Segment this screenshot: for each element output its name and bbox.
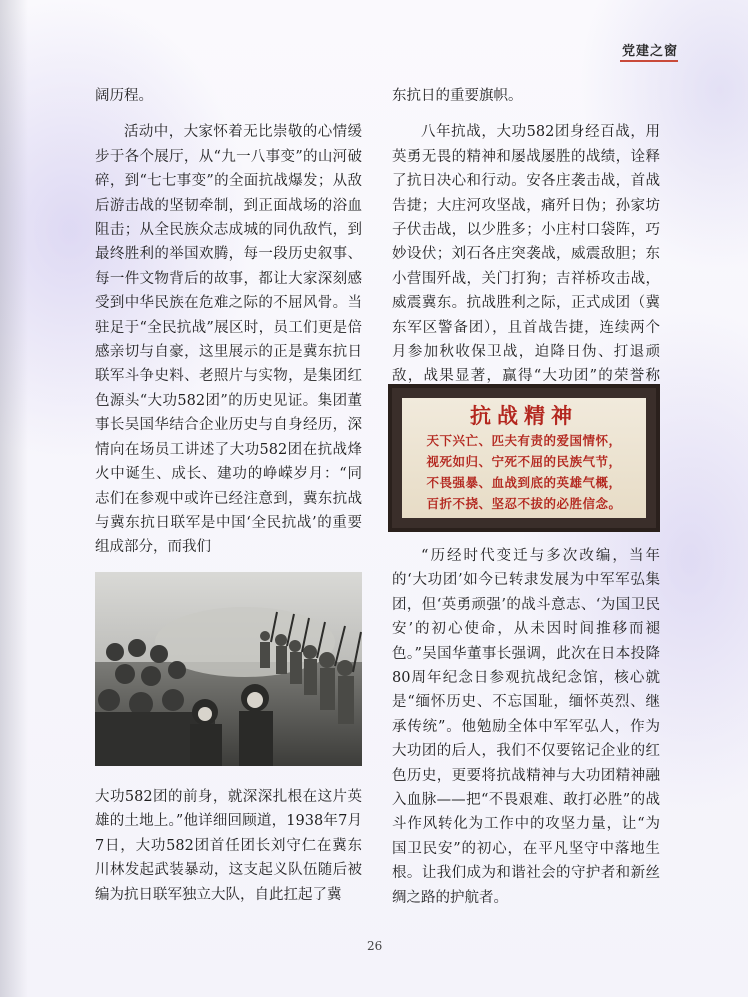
historical-soldiers-march-photo [95, 572, 362, 766]
photo-illustration [95, 572, 362, 766]
left-paragraph-3: 大功582团的前身，就深深扎根在这片英雄的土地上。”他详细回顾道，1938年7月7日，大功582团首任团长刘守仁在冀东川林发起武装暴动，这支起义队伍随后被编为抗日联军独立大队，自此扛起了冀 [95, 789, 362, 903]
exhibit-panel-line: 百折不挠、坚忍不拔的必胜信念。 [426, 496, 622, 511]
left-paragraph-2: 活动中，大家怀着无比崇敬的心情缓步于各个展厅，从“九一八事变”的山河破碎，到“七七事变”的全面抗战爆发；从敌后游击战的坚韧牵制，到正面战场的浴血阻击；从全民族众志成城的同仇敌忾，到最终胜利的举国欢腾，每一段历史叙事、每一件文物背后的故事，都让大家深刻感受到中华民族在危难之际的不屈风骨。当驻足于“全民抗战”展区时，员工们更是倍感亲切与自豪，这里展示的正是冀东抗日联军斗争史料、老照片与实物，是集团红色源头“大功582团”的历史见证。集团董事长吴国华结合企业历史与自身经历，深情向在场员工讲述了大功582团在抗战烽火中诞生、成长、建功的峥嵘岁月：“同志们在参观中或许已经注意到，冀东抗战与冀东抗日联军是中国‘全民抗战’的重要组成部分，而我们 [95, 124, 362, 556]
exhibit-panel-line: 不畏强暴、血战到底的英雄气概， [426, 475, 622, 490]
right-paragraph-2: 八年抗战，大功582团身经百战，用英勇无畏的精神和屡战屡胜的战绩，诠释了抗日决心和行动。安各庄袭击战，首战告捷；大庄河攻坚战，痛歼日伪；孙家坊子伏击战，以少胜多；小庄村口袋阵，巧妙设伏；刘石各庄突袭战，威震敌胆；东小营围歼战，关门打狗；吉祥桥攻击战，威震冀东。抗战胜利之际，正式成团（冀东军区警备团），且首战告捷，连续两个月参加秋收保卫战，迫降日伪、打退顽敌，战果显著，赢得“大功团”的荣誉称 [392, 124, 660, 385]
left-column-top [95, 84, 362, 560]
exhibit-panel-board [402, 398, 646, 518]
exhibit-panel-title: 抗战精神 [470, 404, 578, 428]
right-paragraph-1: 东抗日的重要旗帜。 [392, 88, 523, 104]
section-title-underline [620, 60, 678, 62]
exhibit-panel-line: 天下兴亡、匹夫有责的爱国情怀， [426, 433, 622, 448]
section-title: 党建之窗 [622, 44, 679, 59]
left-paragraph-1: 阔历程。 [95, 88, 153, 104]
right-column-bottom [392, 544, 660, 910]
right-paragraph-3: “历经时代变迁与多次改编，当年的‘大功团’如今已转隶发展为中军军弘集团，但‘英勇顽强’的战斗意志、‘为国卫民安’的初心使命，从未因时间推移而褪色。”吴国华董事长强调，此次在日本投降80周年纪念日参观抗战纪念馆，核心就是“缅怀历史、不忘国耻，缅怀英烈、继承传统”。他勉励全体中军军弘人，作为大功团的后人，我们不仅要铭记企业的红色历史，更要将抗战精神与大功团精神融入血脉——把“不畏艰难、敢打必胜”的战斗作风转化为工作中的攻坚力量，让“为国卫民安”的初心，在平凡坚守中落地生根。让我们成为和谐社会的守护者和新丝绸之路的护航者。 [392, 548, 660, 906]
right-column-top [392, 84, 660, 413]
resistance-spirit-exhibit-panel [388, 384, 660, 532]
exhibit-panel-line: 视死如归、宁死不屈的民族气节， [426, 454, 622, 469]
left-column-bottom [95, 785, 362, 907]
page-number: 26 [367, 939, 383, 953]
page-gutter-shadow [0, 0, 28, 997]
